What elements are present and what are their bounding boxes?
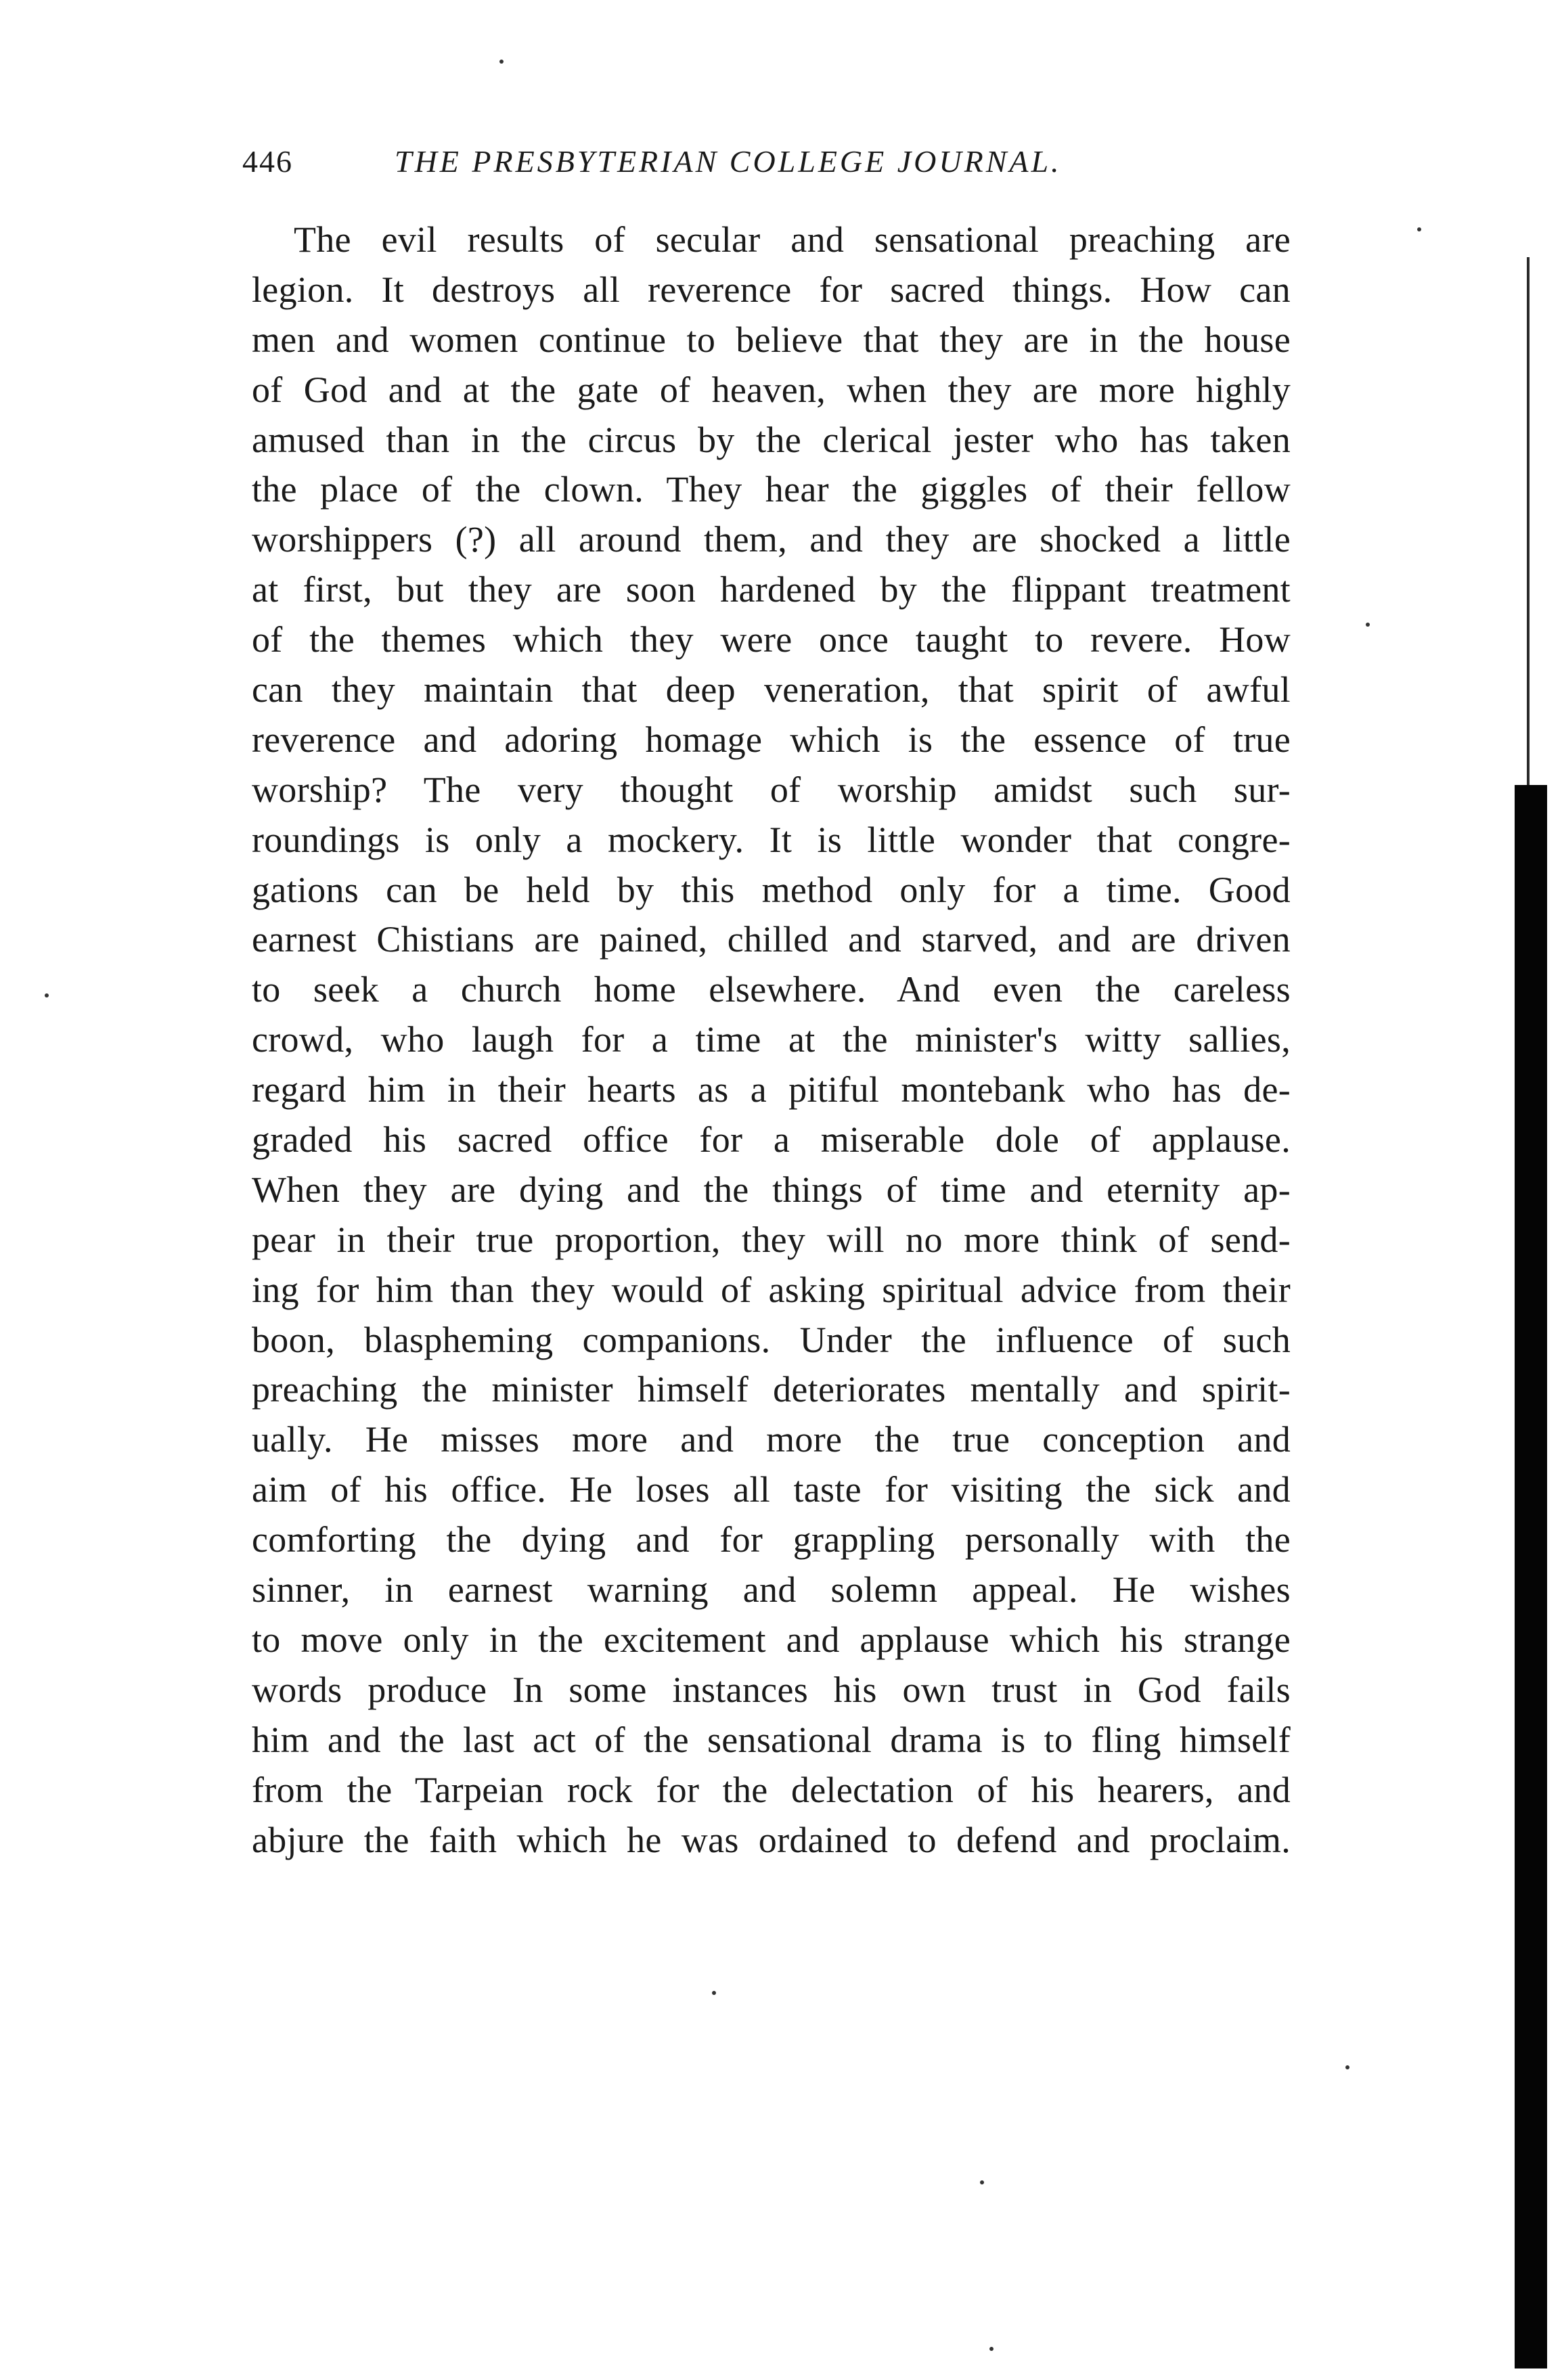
text-line: gations can be held by this method only for a time. Good <box>252 869 1291 910</box>
text-line: ually. He misses more and more the true conception and <box>252 1419 1291 1460</box>
text-line: of God and at the gate of heaven, when they are more highly <box>252 369 1291 410</box>
text-line: reverence and adoring homage which is the essence of true <box>252 719 1291 760</box>
text-line: legion. It destroys all reverence for sacred things. How can <box>252 269 1291 310</box>
text-line: pear in their true proportion, they will no more think of send- <box>252 1219 1291 1260</box>
text-line: at first, but they are soon hardened by the flippant treatment <box>252 569 1291 610</box>
text-line: The evil results of secular and sensational preaching are <box>294 219 1291 260</box>
text-line: words produce In some instances his own trust in God fails <box>252 1669 1291 1710</box>
text-line: to move only in the excitement and applause which his strange <box>252 1619 1291 1660</box>
text-line: abjure the faith which he was ordained to defend and proclaim. <box>252 1819 1291 1860</box>
text-line: of the themes which they were once taught to revere. How <box>252 619 1291 660</box>
text-line: earnest Chistians are pained, chilled and starved, and are driven <box>252 919 1291 960</box>
text-line: comforting the dying and for grappling personally with the <box>252 1519 1291 1561</box>
text-line: amused than in the circus by the clerical jester who has taken <box>252 419 1291 460</box>
body-paragraph <box>252 215 1291 1865</box>
scan-speck <box>1417 227 1421 231</box>
text-line: graded his sacred office for a miserable dole of applause. <box>252 1119 1291 1161</box>
text-line: worshippers (?) all around them, and they are shocked a little <box>252 519 1291 560</box>
scan-edge-shadow <box>1515 785 1547 2368</box>
text-line: from the Tarpeian rock for the delectation of his hearers, and <box>252 1769 1291 1810</box>
text-line: regard him in their hearts as a pitiful montebank who has de- <box>252 1069 1291 1110</box>
text-line: the place of the clown. They hear the giggles of their fellow <box>252 469 1291 510</box>
text-line: can they maintain that deep veneration, that spirit of awful <box>252 669 1291 711</box>
scan-speck <box>712 1991 716 1995</box>
page-number: 446 <box>242 144 293 179</box>
scan-speck <box>1345 2065 1349 2069</box>
page-header <box>242 143 1393 198</box>
text-line: to seek a church home elsewhere. And even the careless <box>252 969 1291 1010</box>
text-line: worship? The very thought of worship amidst such sur- <box>252 769 1291 810</box>
scan-speck <box>45 993 49 997</box>
text-line: roundings is only a mockery. It is little wonder that congre- <box>252 819 1291 860</box>
scan-speck <box>980 2180 984 2184</box>
text-line: men and women continue to believe that they are in the house <box>252 319 1291 360</box>
scan-speck <box>499 60 504 64</box>
scan-edge-line <box>1527 257 1530 785</box>
scan-speck <box>989 2347 994 2351</box>
running-title: THE PRESBYTERIAN COLLEGE JOURNAL. <box>395 144 1062 179</box>
text-line: ing for him than they would of asking spiritual advice from their <box>252 1269 1291 1310</box>
text-line: When they are dying and the things of time and eternity ap- <box>252 1169 1291 1210</box>
text-line: boon, blaspheming companions. Under the influence of such <box>252 1319 1291 1360</box>
text-line: crowd, who laugh for a time at the minister's witty sallies, <box>252 1019 1291 1060</box>
text-line: preaching the minister himself deteriorates mentally and spirit- <box>252 1369 1291 1410</box>
text-line: aim of his office. He loses all taste for visiting the sick and <box>252 1469 1291 1510</box>
scan-speck <box>1366 623 1370 627</box>
text-line: sinner, in earnest warning and solemn appeal. He wishes <box>252 1569 1291 1611</box>
text-line: him and the last act of the sensational drama is to fling himself <box>252 1719 1291 1760</box>
